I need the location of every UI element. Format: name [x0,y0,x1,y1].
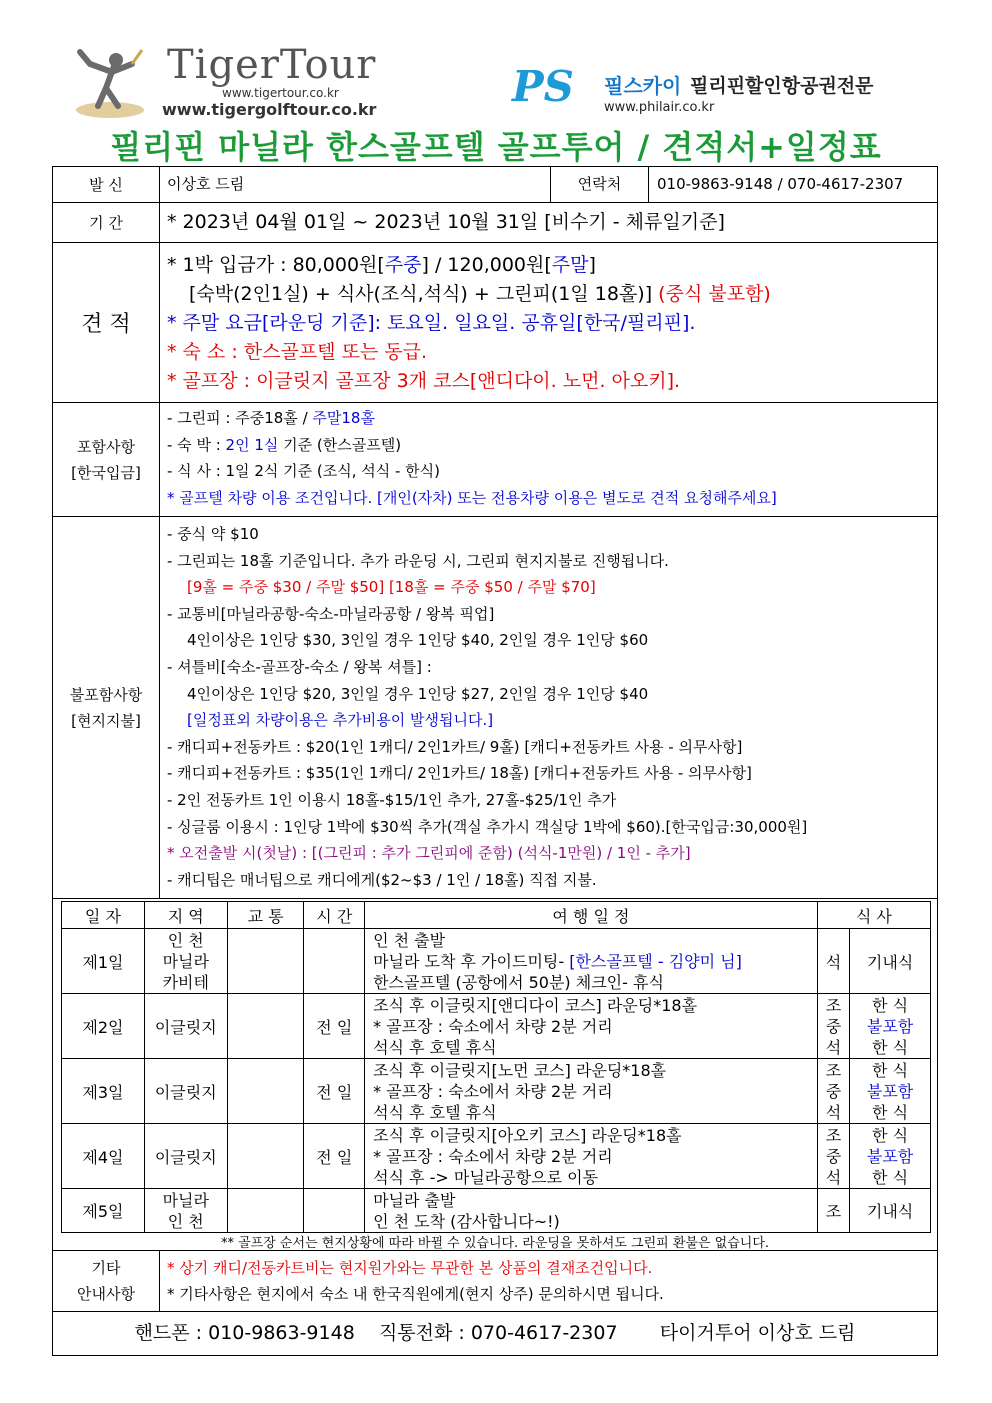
table-row [62,929,931,994]
region-cell: 마닐라 인 천 [144,1189,227,1233]
tigergolftour-url: www.tigergolftour.co.kr [162,100,377,119]
plan-cell: 마닐라 출발 인 천 도착 (감사합니다~!) [365,1189,818,1233]
meal-code-cell: 석 [817,929,849,994]
period-row [53,203,937,243]
excluded-label: 불포함사항 [현지지불] [53,517,160,898]
schedule-note: ** 골프장 순서는 현지상황에 따라 바뀔 수 있습니다. 라운딩을 못하셔도 그린피 환불은 없습니다. [220,1236,770,1251]
excluded-line: 4인이상은 1인당 $30, 3인일 경우 1인당 $40, 2인일 경우 1인당 $60 [187,631,649,650]
included-meals: - 식 사 : 1일 2식 기준 (조식, 석식 - 한식) [167,462,440,480]
included-greenfee: - 그린피 : 주중18홀 / 주말18홀 [167,409,375,427]
day-cell: 제2일 [62,994,145,1059]
time-cell [304,1189,365,1233]
table-row [62,994,931,1059]
quote-document [52,166,938,1356]
transport-cell [227,1124,304,1189]
excluded-line: * 오전출발 시(첫날) : [(그린피 : 추가 그린피에 준함) (석식-1만원) / 1인 - 추가] [167,844,691,863]
excluded-line: - 캐디피+전동카트 : $35(1인 1캐디/ 2인1카트/ 18홀) [캐디+전동카트 사용 - 의무사항] [167,764,752,783]
tigertour-url: www.tigertour.co.kr [222,86,339,100]
region-cell: 이글릿지 [144,1124,227,1189]
quote-row [53,243,937,403]
plan-cell: 조식 후 이글릿지[아오키 코스] 라운딩*18홀 * 골프장 : 숙소에서 차량 2분 거리 석식 후 -> 마닐라공항으로 이동 [365,1124,818,1189]
itinerary-header-row [62,902,931,929]
golfer-icon [70,44,150,124]
day-cell: 제4일 [62,1124,145,1189]
sender-value: 이상호 드림 [159,167,551,202]
sender-row [53,167,937,203]
excluded-row [53,517,937,899]
etc-row [53,1250,937,1312]
table-row [62,1124,931,1189]
footer-contact: 핸드폰 : 010-9863-9148 직통전화 : 070-4617-2307 타이거투어 이상호 드림 [134,1322,856,1344]
excluded-line: - 교통비[마닐라공항-숙소-마닐라공항 / 왕복 픽업] [167,604,495,623]
etc-label: 기타 안내사항 [53,1251,160,1311]
region-cell: 이글릿지 [144,994,227,1059]
quote-weekend-line: * 주말 요금[라운딩 기준]: 토요일. 일요일. 공휴일[한국/필리핀]. [167,312,696,334]
time-cell: 전 일 [304,1124,365,1189]
quote-label: 견 적 [53,243,160,402]
philsky-url: www.philair.co.kr [604,100,715,115]
included-label: 포함사항 [한국입금] [53,403,160,516]
itinerary-table [61,901,931,1233]
meal-cell: 기내식 [850,929,931,994]
excluded-line: - 중식 약 $10 [167,525,259,543]
ps-mark-icon: PS [512,62,574,111]
region-cell: 이글릿지 [144,1059,227,1124]
time-cell: 전 일 [304,1059,365,1124]
excluded-line: - 싱글룸 이용시 : 1인당 1박에 $30씩 추가(객실 추가시 객실당 1박에 $60).[한국입금:30,000원] [167,817,808,836]
transport-cell [227,994,304,1059]
day-cell: 제1일 [62,929,145,994]
sender-label: 발 신 [53,167,160,202]
tigertour-logo[interactable] [62,40,442,120]
period-value: * 2023년 04월 01일 ~ 2023년 10월 31일 [비수기 - 체류일기준] [167,211,725,233]
col-date: 일 자 [62,902,145,929]
meal-cell: 한 식 불포함 한 식 [850,1124,931,1189]
day-cell: 제5일 [62,1189,145,1233]
philsky-brand: 필스카이 [604,74,682,98]
excluded-line: [일정표외 차량이용은 추가비용이 발생됩니다.] [187,711,494,730]
philsky-logo[interactable] [512,62,912,122]
transport-cell [227,929,304,994]
transport-cell [227,1059,304,1124]
excluded-line: [9홀 = 주중 $30 / 주말 $50] [18홀 = 주중 $50 / 주말 $70] [187,578,596,597]
included-lodging: - 숙 박 : 2인 1실 기준 (한스골프텔) [167,435,402,454]
philsky-slogan: 필리핀할인항공권전문 [690,75,874,97]
meal-code-cell: 조 중 석 [817,1124,849,1189]
meal-code-cell: 조 [817,1189,849,1233]
excluded-line: - 2인 전동카트 1인 이용시 18홀-$15/1인 추가, 27홀-$25/1인 추가 [167,790,617,809]
time-cell: 전 일 [304,994,365,1059]
etc-note-2: * 기타사항은 현지에서 숙소 내 한국직원에게(현지 상주) 문의하시면 됩니다. [167,1285,664,1303]
col-time: 시 간 [304,902,365,929]
meal-cell: 기내식 [850,1189,931,1233]
meal-code-cell: 조 중 석 [817,1059,849,1124]
region-cell: 인 천 마닐라 카비테 [144,929,227,994]
quote-lodging-line: * 숙 소 : 한스골프텔 또는 동급. [167,341,428,363]
quote-price-line: * 1박 입금가 : 80,000원[주중] / 120,000원[주말] [167,254,596,276]
quote-inclusion-line: [숙박(2인1실) + 식사(조식,석식) + 그린피(1일 18홀)] (중식 불포함) [189,283,771,305]
table-row [62,1189,931,1233]
included-vehicle-note: * 골프텔 차량 이용 조건입니다. [개인(자차) 또는 전용차량 이용은 별도로 견적 요청해주세요] [167,488,777,507]
tigertour-name: TigerTour [167,42,377,88]
excluded-line: 4인이상은 1인당 $20, 3인일 경우 1인당 $27, 2인일 경우 1인당 $40 [187,684,649,703]
page-title: 필리핀 마닐라 한스골프텔 골프투어 / 견적서+일정표 [110,128,882,166]
meal-cell: 한 식 불포함 한 식 [850,994,931,1059]
quote-golfcourse-line: * 골프장 : 이글릿지 골프장 3개 코스[앤디다이. 노먼. 아오키]. [167,370,681,392]
col-meal: 식 사 [817,902,930,929]
excluded-line: - 셔틀비[숙소-골프장-숙소 / 왕복 셔틀] : [167,657,432,676]
table-row [62,1059,931,1124]
col-region: 지 역 [144,902,227,929]
col-plan: 여 행 일 정 [365,902,818,929]
contact-value: 010-9863-9148 / 070-4617-2307 [657,175,904,193]
contact-label: 연락처 [551,167,649,202]
time-cell [304,929,365,994]
meal-code-cell: 조 중 석 [817,994,849,1059]
excluded-line: - 캐디팁은 매너팁으로 캐디에게($2~$3 / 1인 / 18홀) 직접 지불. [167,870,597,889]
day-cell: 제3일 [62,1059,145,1124]
included-row [53,403,937,517]
plan-cell: 인 천 출발 마닐라 도착 후 가이드미팅- [한스골프텔 - 김양미 님] 한스골프텔 (공항에서 50분) 체크인- 휴식 [365,929,818,994]
transport-cell [227,1189,304,1233]
period-label: 기 간 [53,203,160,242]
excluded-line: - 그린피는 18홀 기준입니다. 추가 라운딩 시, 그린피 현지지불로 진행됩니다. [167,551,669,570]
meal-cell: 한 식 불포함 한 식 [850,1059,931,1124]
plan-cell: 조식 후 이글릿지[앤디다이 코스] 라운딩*18홀 * 골프장 : 숙소에서 차량 2분 거리 석식 후 호텔 휴식 [365,994,818,1059]
col-transport: 교 통 [227,902,304,929]
etc-note-1: * 상기 캐디/전동카트비는 현지원가와는 무관한 본 상품의 결재조건입니다. [167,1259,653,1277]
plan-cell: 조식 후 이글릿지[노먼 코스] 라운딩*18홀 * 골프장 : 숙소에서 차량 2분 거리 석식 후 호텔 휴식 [365,1059,818,1124]
excluded-line: - 캐디피+전동카트 : $20(1인 1캐디/ 2인1카트/ 9홀) [캐디+전동카트 사용 - 의무사항] [167,737,743,756]
header [0,0,992,170]
